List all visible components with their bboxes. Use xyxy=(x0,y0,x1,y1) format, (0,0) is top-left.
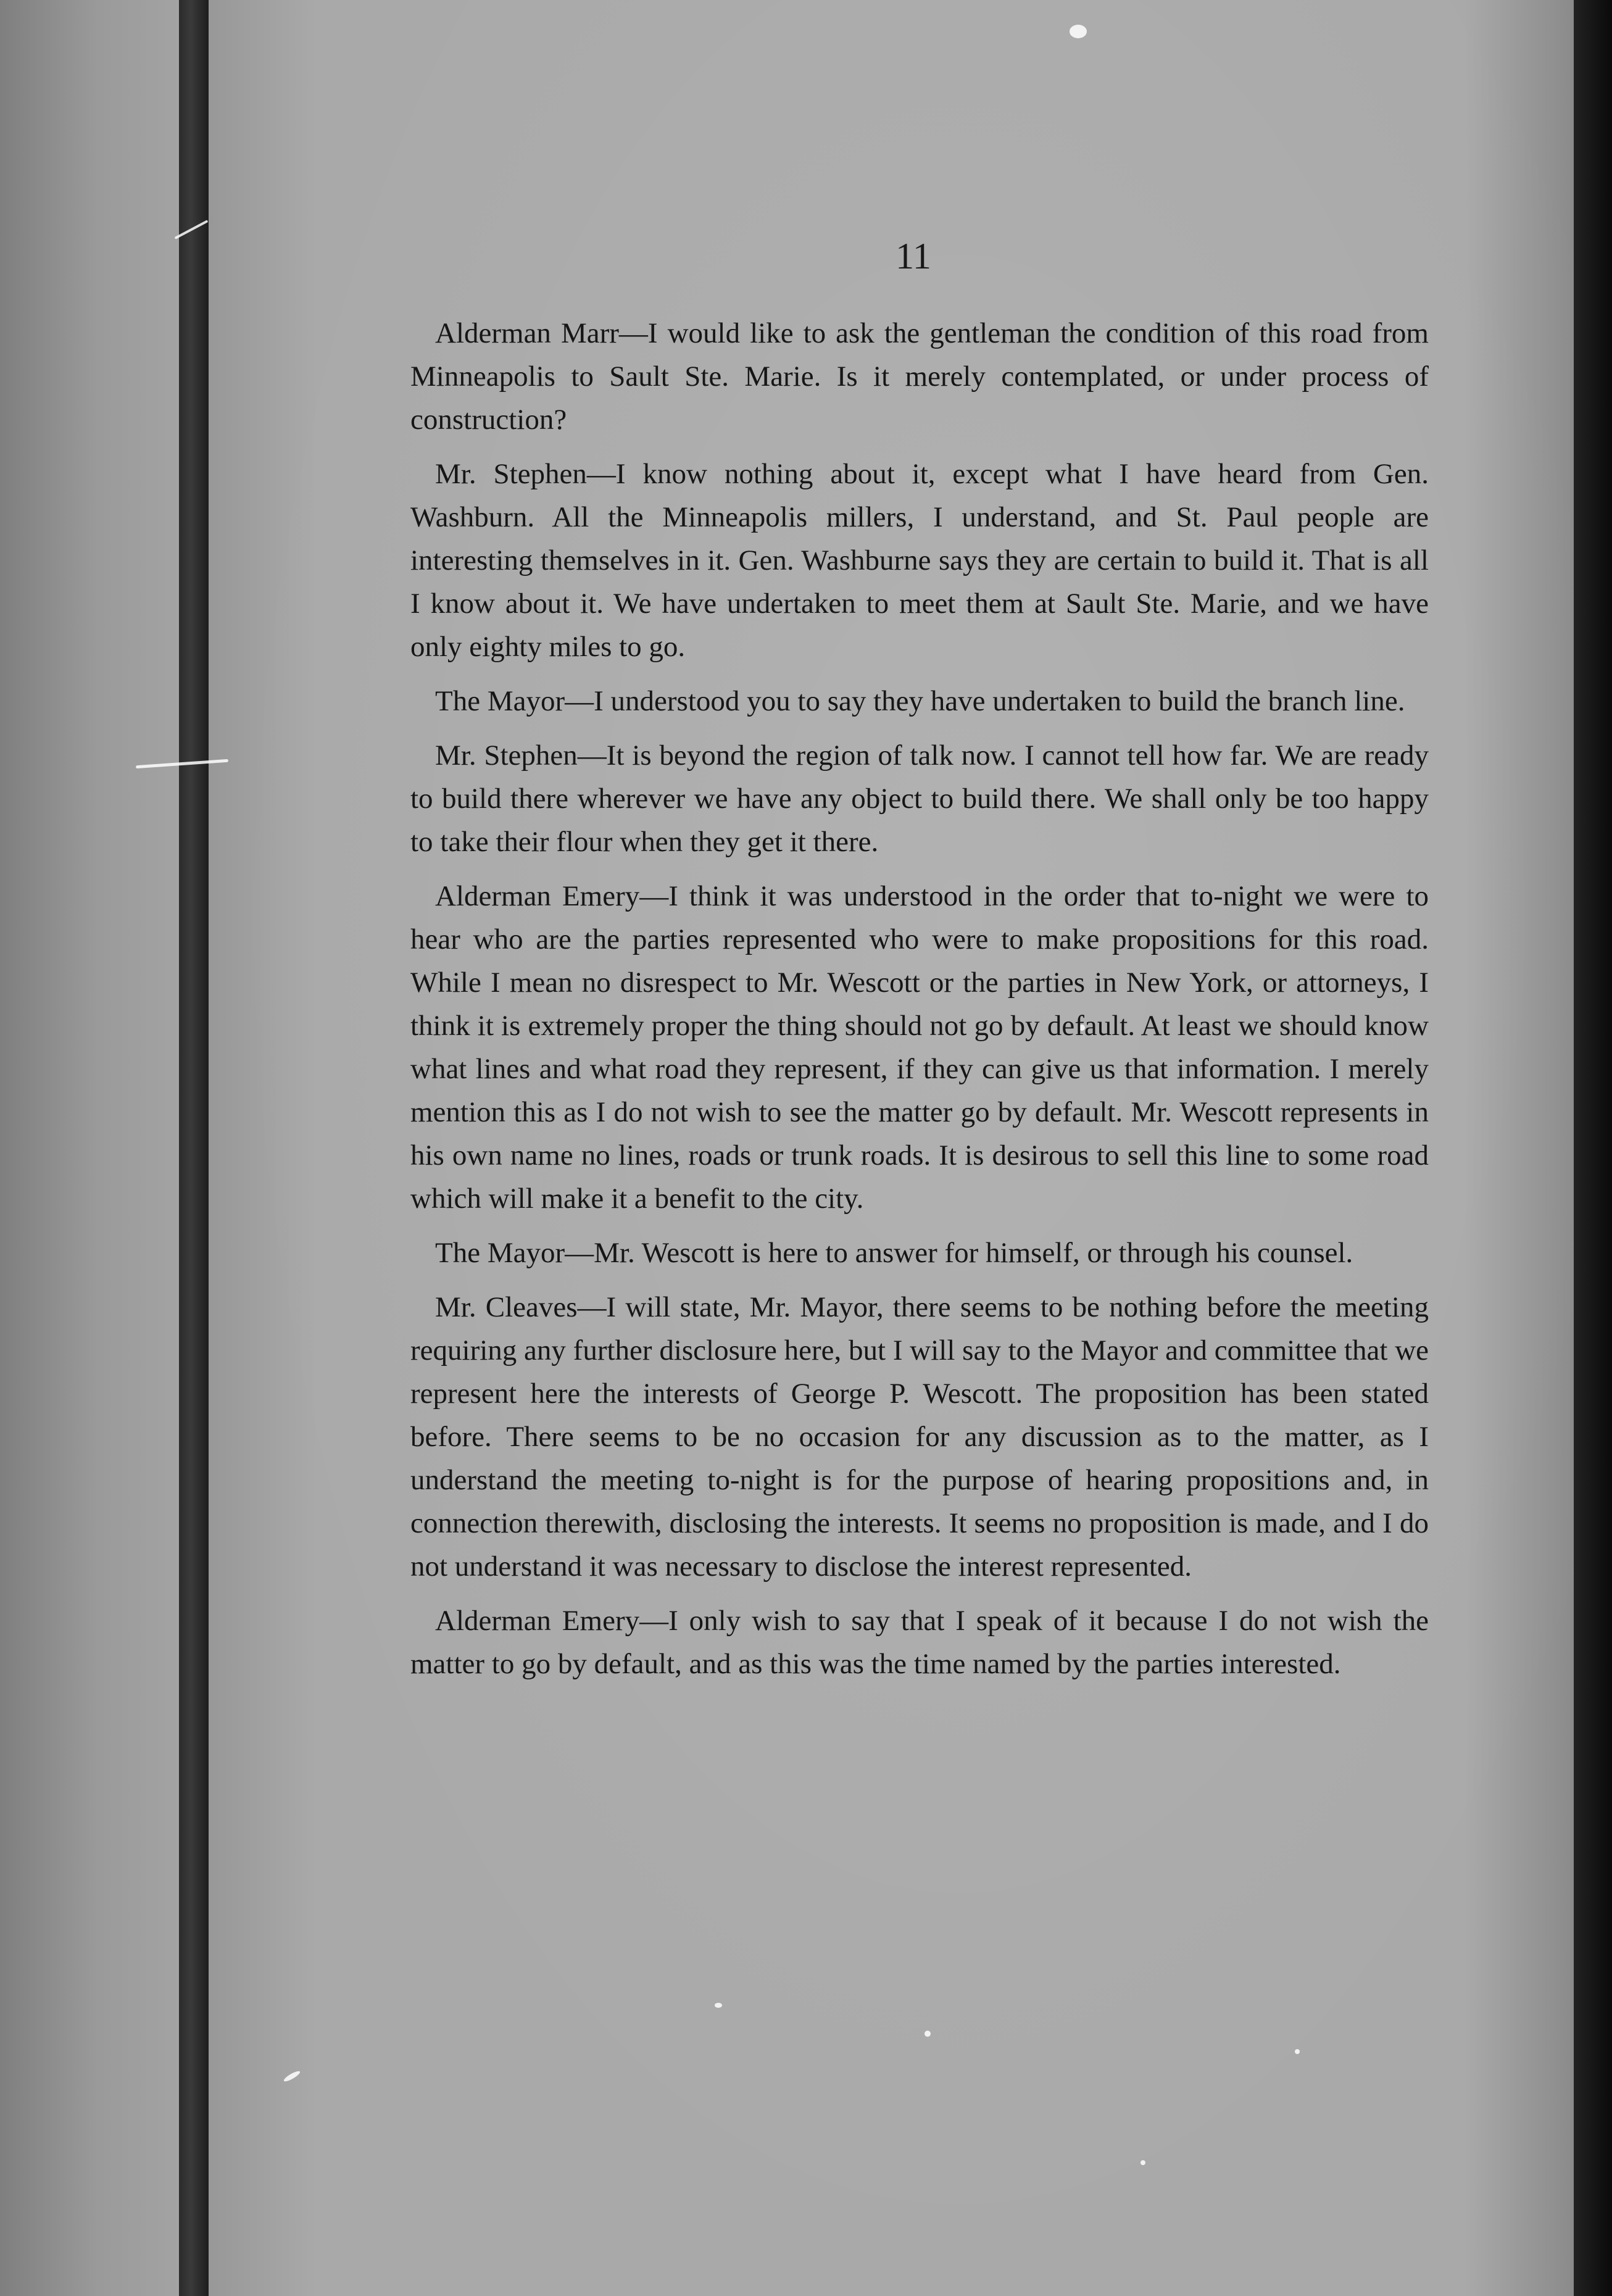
page-text xyxy=(410,312,1429,1697)
paragraph-mr-cleaves: Mr. Cleaves—I will state, Mr. Mayor, there seems to be nothing before the meeting requiring any further disclosure here, but I will say to the Mayor and committee that we represent here the interests of George P. Wescott. The proposition has been stated before. There seems to be no occasion for any discussion as to the matter, as I understand the meeting to-night is for the purpose of hearing propositions and, in connection therewith, disclosing the interests. It seems no proposition is made, and I do not understand it was necessary to disclose the interest represented. xyxy=(410,1291,1429,1583)
paragraph-alderman-emery-reply: Alderman Emery—I only wish to say that I speak of it because I do not wish the matter to go by default, and as this was the time named by the parties interested. xyxy=(410,1605,1429,1680)
film-scratch xyxy=(283,2069,301,2083)
paragraph-mr-stephen-reply: Mr. Stephen—It is beyond the region of talk now. I cannot tell how far. We are ready to build there wherever we have any object to build there. We shall only be too happy to take their flour when they get it there. xyxy=(410,739,1429,858)
film-scratch xyxy=(715,2003,722,2008)
film-scratch xyxy=(924,2031,931,2037)
paragraph-the-mayor-reply: The Mayor—Mr. Wescott is here to answer for himself, or through his counsel. xyxy=(435,1237,1353,1269)
page-number: 11 xyxy=(895,236,931,277)
paragraph-mr-stephen: Mr. Stephen—I know nothing about it, except what I have heard from Gen. Washburn. All the Minneapolis millers, I understand, and St. Paul people are interesting themselves in it. Gen. Washburne says they are certain to build it. That is all I know about it. We have undertaken to meet them at Sault Ste. Marie, and we have only eighty miles to go. xyxy=(410,458,1429,663)
paragraph-alderman-marr: Alderman Marr—I would like to ask the gentleman the condition of this road from Minneapolis to Sault Ste. Marie. Is it merely contemplated, or under process of construction? xyxy=(410,317,1429,436)
paragraph-alderman-emery: Alderman Emery—I think it was understood in the order that to-night we were to hear who are the parties represented who were to make propositions for this road. While I mean no disrespect to Mr. Wescott or the parties in New York, or attorneys, I think it is extremely proper the thing should not go by default. At least we should know what lines and what road they represent, if they can give us that information. I merely mention this as I do not wish to see the matter go by default. Mr. Wescott represents in his own name no lines, roads or trunk roads. It is desirous to sell this line to some road which will make it a benefit to the city. xyxy=(410,880,1429,1215)
film-scratch xyxy=(1070,25,1087,38)
binding-gutter xyxy=(179,0,209,2296)
paragraph-the-mayor: The Mayor—I understood you to say they have undertaken to build the branch line. xyxy=(435,685,1405,717)
film-scratch xyxy=(1140,2160,1145,2165)
page-right-edge xyxy=(1574,0,1612,2296)
film-scratch xyxy=(1295,2049,1300,2054)
facing-page-edge xyxy=(0,0,179,2296)
